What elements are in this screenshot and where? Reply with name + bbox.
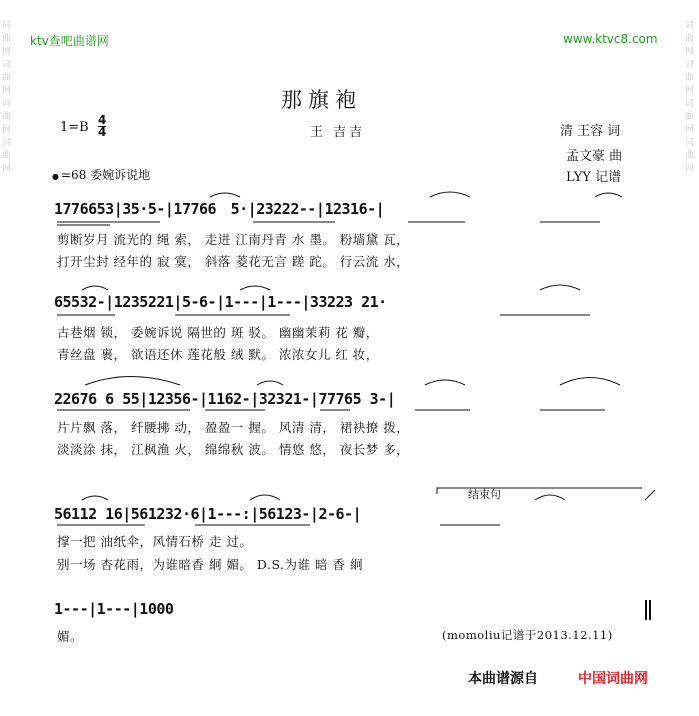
slur — [82, 286, 108, 290]
song-title: 那旗袍 — [281, 88, 362, 112]
source-site-link[interactable]: 中国词曲网 — [578, 671, 648, 687]
slur — [560, 378, 620, 386]
coda-label: 结束句 — [468, 488, 501, 501]
notation-line-1: 1776653|35·5-|17766 5·|23222--|12316-| — [54, 200, 385, 218]
slur — [85, 377, 180, 386]
watermark-right: 词曲网词曲网词曲网词曲网 — [685, 21, 695, 174]
lyric-line-3b: 淡淡涂 抹， 江枫渔 火， 绵绵秋 波。 情悠 悠， 夜长梦 多， — [57, 442, 410, 457]
lyric-line-2a: 古巷烟 锁， 委婉诉说 隔世的 斑 驳。 幽幽茉莉 花 瓣， — [57, 325, 379, 340]
slur — [250, 495, 280, 500]
slur — [425, 380, 465, 385]
slur — [240, 286, 270, 290]
lyric-line-4a: 撑一把 油纸伞，风情石桥 走 过。 — [57, 534, 253, 549]
lyric-line-1a: 剪断岁月 流光的 绳 索， 走进 江南丹青 水 墨。 粉墙黛 瓦， — [57, 232, 410, 247]
lyric-line-2b: 青丝盘 裹， 欲语还休 莲花般 绒 默。 浓浓女儿 红 妆， — [57, 347, 379, 362]
final-barline — [646, 600, 650, 620]
slur — [210, 193, 240, 197]
lyric-line-1b: 打开尘封 经年的 寂 寞， 斜落 菱花无言 蹉 跎。 行云流 水， — [57, 254, 410, 269]
slur — [535, 495, 565, 500]
singer: 王 吉吉 — [310, 125, 366, 140]
composer: 孟文豪 曲 — [566, 149, 623, 164]
lyricist: 清 王容 词 — [560, 124, 621, 139]
transcriber: LYY 记谱 — [566, 170, 622, 185]
key-signature: 1=B — [60, 120, 89, 135]
lyric-line-5: 媚。 — [57, 629, 84, 644]
slur — [257, 381, 283, 385]
source-label: 本曲谱源自 — [468, 671, 538, 687]
slur — [82, 496, 108, 500]
transcription-credit: (momoliu记谱于2013.12.11) — [442, 628, 613, 642]
notation-line-5: 1---|1---|1000 — [54, 600, 174, 618]
header-left-link[interactable]: ktv查吧曲谱网 — [30, 34, 109, 48]
lyric-line-4b: 别一场 杏花雨，为谁暗香 絅 媚。 D.S.为谁 暗 香 絅 — [57, 557, 363, 572]
notation-line-3: 22676 6 55|12356-|1162-|32321-|77765 3-| — [54, 390, 396, 408]
slur — [430, 192, 470, 197]
lyric-line-3a: 片片飘 落， 纤腰拂 动， 盈盈一 握。 风清 清， 裙袂撩 拨， — [57, 420, 410, 435]
coda-bracket — [437, 488, 642, 494]
watermark-left: 词曲网词曲网词曲网词曲网 — [2, 21, 12, 174]
time-signature: 4 4 — [98, 113, 107, 139]
quarter-note-icon: ● — [52, 172, 59, 181]
slur — [540, 285, 580, 290]
notation-line-4: 56112 16|561232·6|1---:|56123-|2-6-| — [54, 505, 362, 523]
slur — [595, 193, 622, 197]
slur — [645, 490, 655, 500]
tempo-marking: =68 委婉诉说地 — [61, 168, 151, 182]
beam — [57, 222, 600, 225]
header-right-link[interactable]: www.ktvc8.com — [563, 32, 658, 46]
notation-line-2: 65532-|1235221|5-6-|1---|1---|33223 21· — [54, 293, 387, 311]
